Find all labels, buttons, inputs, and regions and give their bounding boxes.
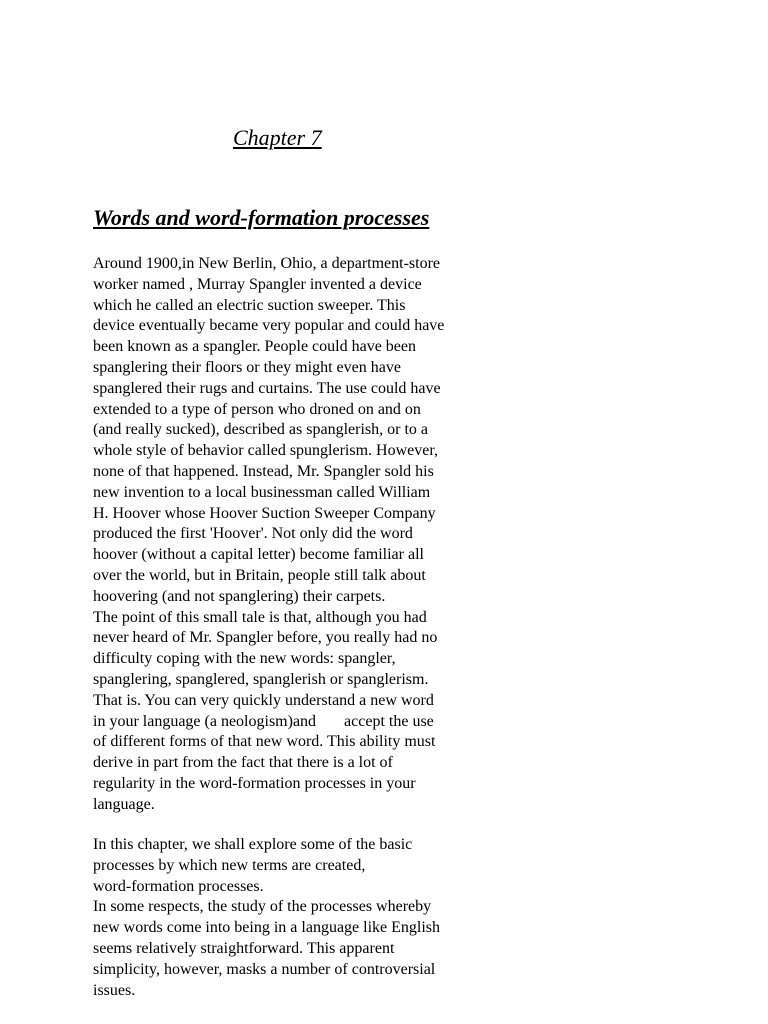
text-line: regularity in the word-formation processes in your [93,774,416,792]
text-line: in your language (a neologism)and accept the use [93,712,434,730]
text-line: simplicity, however, masks a number of controversial [93,960,436,978]
text-line: issues. [93,981,136,999]
text-line: never heard of Mr. Spangler before, you really had no [93,629,438,647]
section-title: Words and word-formation processes [93,205,430,230]
text-line: hoovering (and not spanglering) their carpets. [93,587,386,605]
paragraph-intro [93,254,513,816]
text-line: language. [93,795,155,813]
text-line: which he called an electric suction sweeper. This [93,296,406,314]
text-line: device eventually became very popular and could have [93,317,445,335]
text-line: seems relatively straightforward. This apparent [93,939,395,957]
text-line: H. Hoover whose Hoover Suction Sweeper Company [93,504,436,522]
text-line: spanglering, spanglered, spanglerish or spanglerism. [93,670,429,688]
text-line: In this chapter, we shall explore some of the basic [93,836,413,853]
text-line: none of that happened. Instead, Mr. Spangler sold his [93,462,434,480]
text-line: new invention to a local businessman called William [93,483,431,501]
text-line: hoover (without a capital letter) become familiar all [93,546,424,564]
text-line: whole style of behavior called spunglerism. However, [93,442,439,460]
text-line: processes by which new terms are created, [93,856,366,874]
text-line: word-formation processes. [93,877,264,895]
text-line: new words come into being in a language like English [93,919,441,937]
chapter-title: Chapter 7 [233,125,322,150]
text-line: been known as a spangler. People could have been [93,338,417,356]
text-line: In some respects, the study of the processes whereby [93,898,432,916]
text-line: Around 1900,in New Berlin, Ohio, a department-store [93,255,441,272]
text-line: worker named , Murray Spangler invented a device [93,275,422,293]
text-line: of different forms of that new word. This ability must [93,733,436,751]
text-line: produced the first 'Hoover'. Not only did the word [93,525,413,543]
text-line: spanglering their floors or they might even have [93,358,401,376]
text-line: extended to a type of person who droned on and on [93,400,421,418]
text-line: That is. You can very quickly understand a new word [93,691,434,709]
text-line: (and really sucked), described as spanglerish, or to a [93,421,428,439]
text-line: The point of this small tale is that, although you had [93,608,427,626]
text-line: derive in part from the fact that there is a lot of [93,754,393,772]
paragraph-chapter-overview [93,835,513,1001]
text-line: over the world, but in Britain, people still talk about [93,566,426,584]
text-line: spanglered their rugs and curtains. The use could have [93,379,441,397]
text-line: difficulty coping with the new words: spangler, [93,650,396,668]
